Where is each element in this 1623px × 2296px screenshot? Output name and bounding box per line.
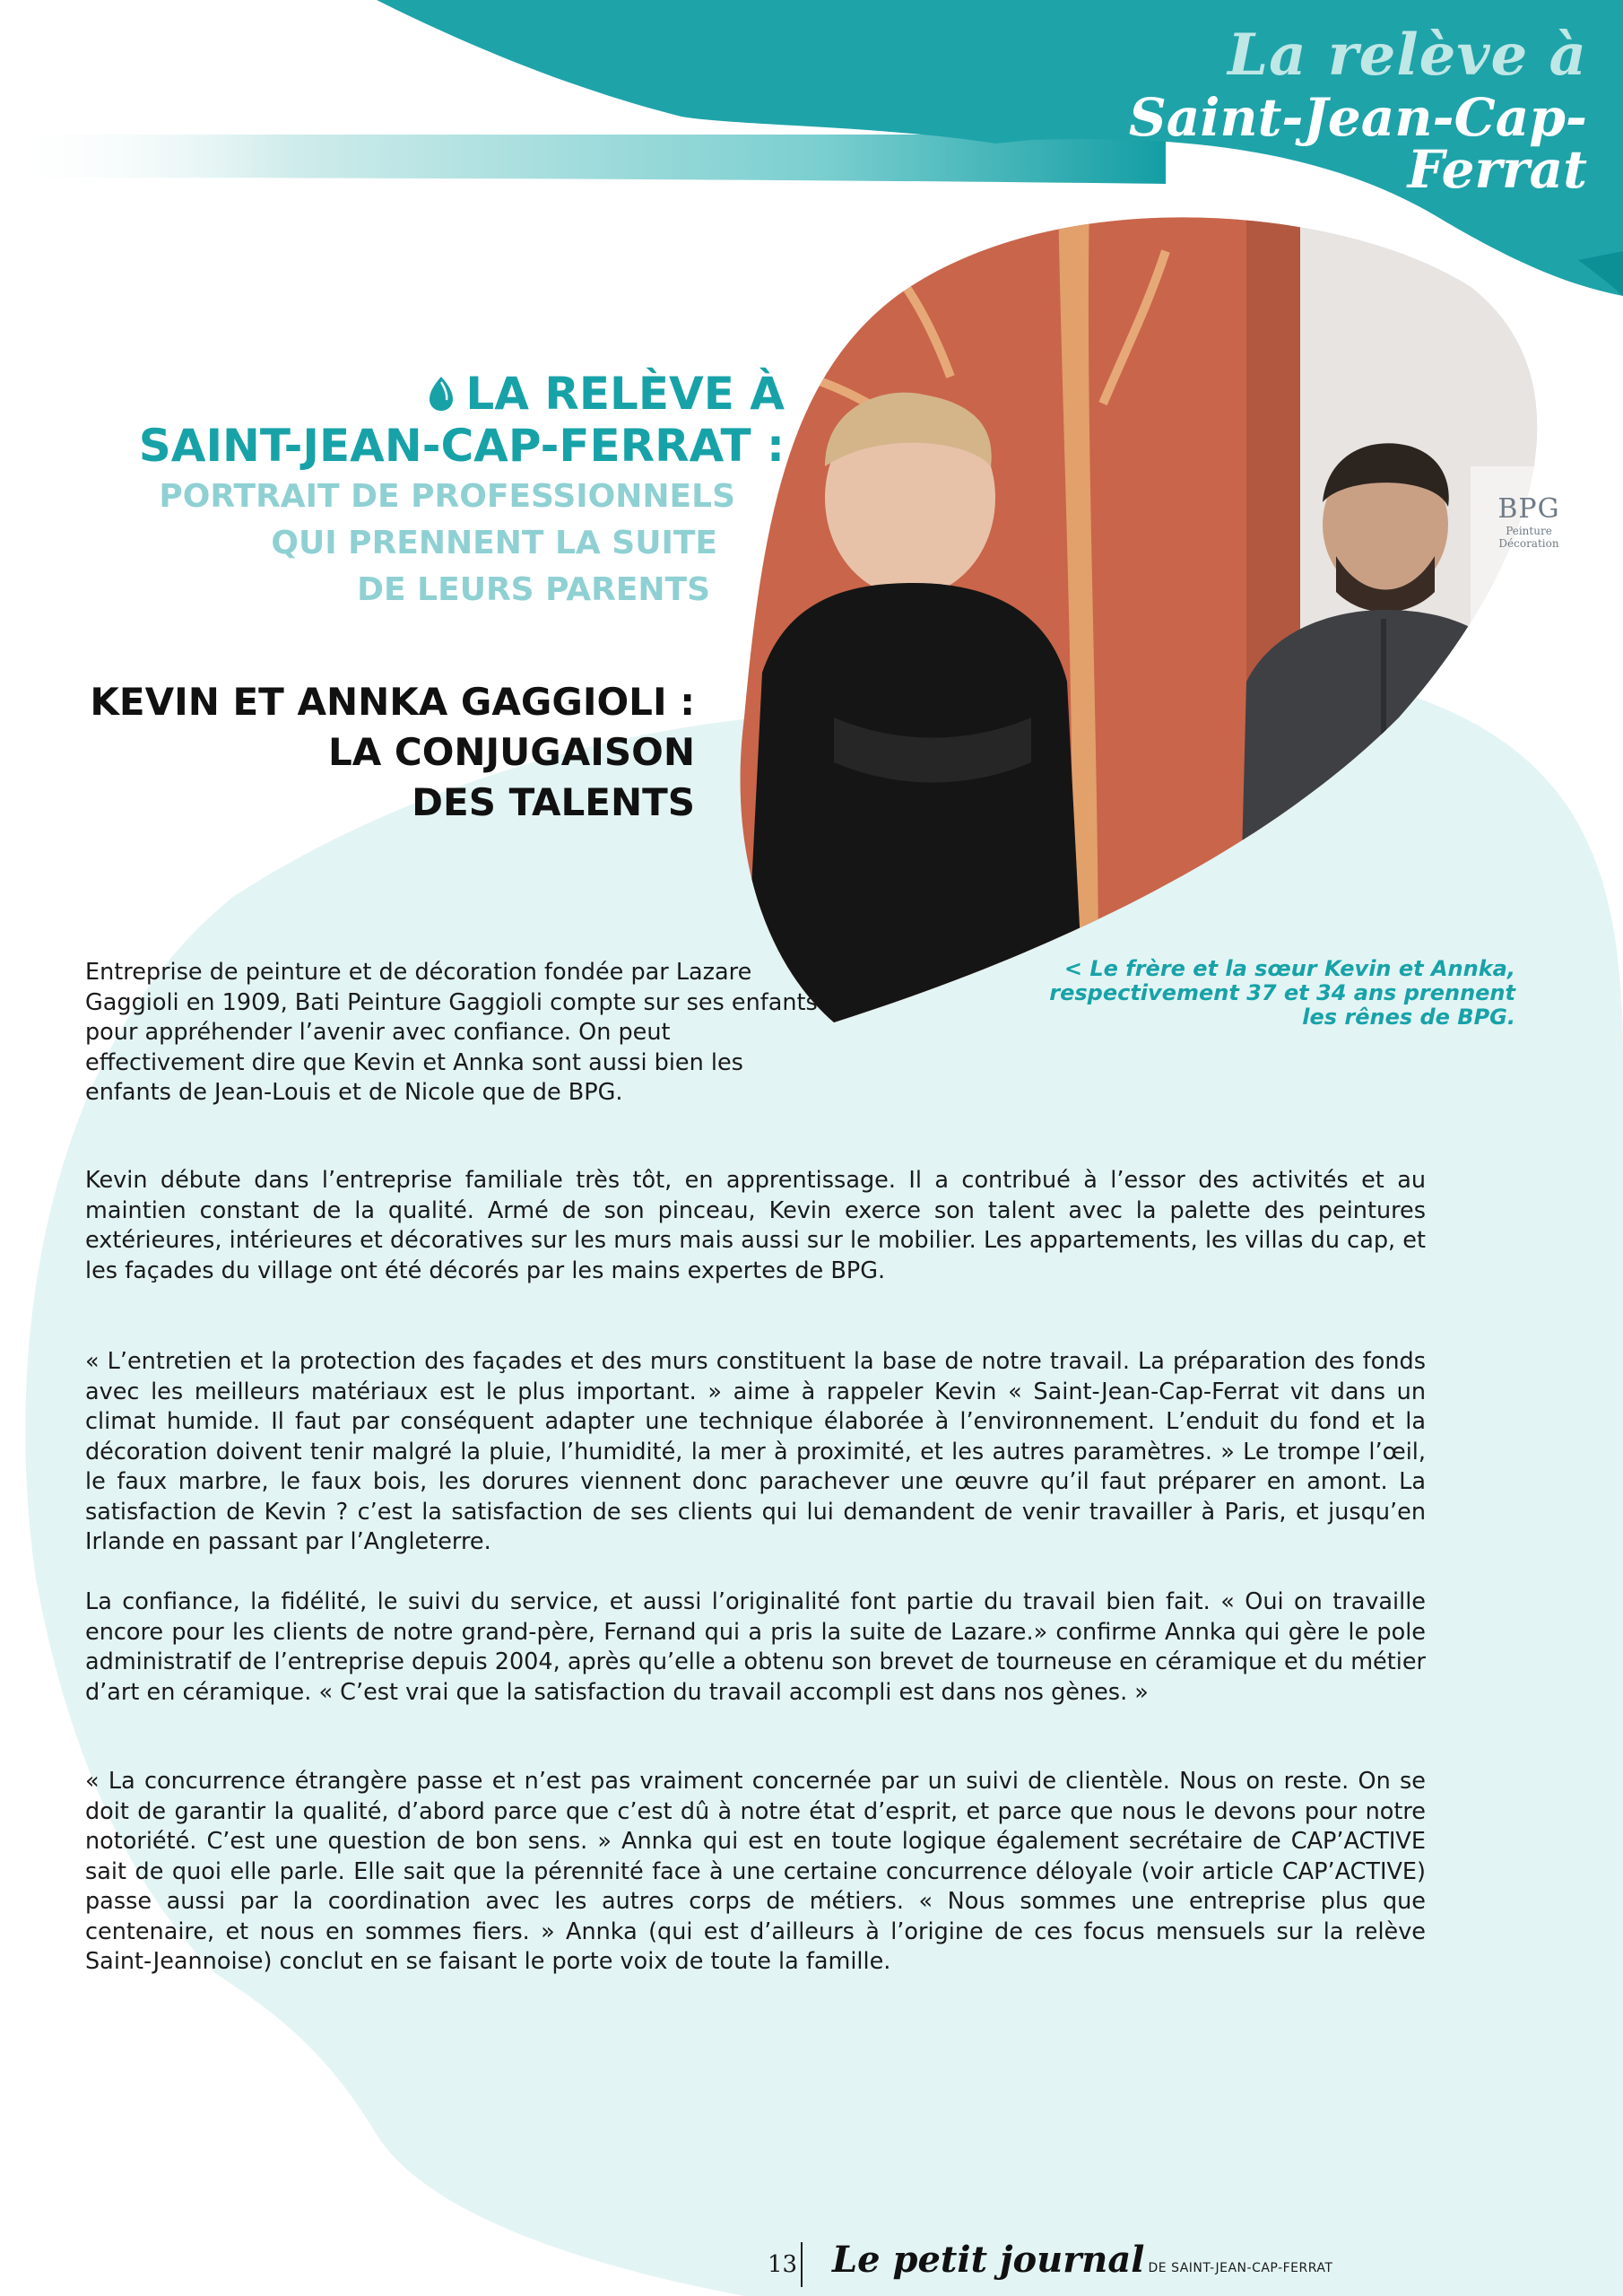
page-number: 13 — [768, 2251, 798, 2278]
article-title-line2: LA CONJUGAISON — [327, 730, 695, 774]
article-title-line1: KEVIN ET ANNKA GAGGIOLI : — [90, 680, 695, 724]
article-title — [49, 677, 695, 828]
section-subtitle — [135, 474, 735, 613]
header-title — [959, 22, 1587, 200]
footer-brand-name: Le petit journal — [832, 2239, 1145, 2281]
section-subtitle-line1: PORTRAIT DE PROFESSIONNELS — [159, 478, 735, 515]
intro-paragraph: Entreprise de peinture et de décoration fondée par Lazare Gaggioli en 1909, Bati Peinture Gaggioli compte sur ses enfants pour appréhender l’avenir avec confiance. On peut effectivement dire que Kevin et Annka sont aussi bien les enfants de Jean-Louis et de Nicole que de BPG. — [85, 959, 818, 1106]
footer-divider — [801, 2242, 803, 2287]
photo-sign-sub2: Décoration — [1498, 537, 1559, 550]
body-paragraph-1: Kevin débute dans l’entreprise familiale très tôt, en apprentissage. Il a contribué à l’essor des activités et au maintien constant de la qualité. Armé de son pinceau, Kevin exerce son talent avec la palette des peintures extérieures, intérieures et décoratives sur les murs mais aussi sur le mobilier. Les appartements, les villas du cap, et les façades du village ont été décorés par les mains expertes de BPG. — [85, 1167, 1426, 1284]
header-title-line1: La relève à — [1228, 22, 1587, 89]
header-title-line2: Saint-Jean-Cap-Ferrat — [1128, 87, 1587, 200]
photo-caption: < Le frère et la sœur Kevin et Annka, respectivement 37 et 34 ans prennent les rênes de BPG. — [1049, 956, 1515, 1030]
section-subtitle-line2: QUI PRENNENT LA SUITE — [271, 525, 717, 561]
article-title-line3: DES TALENTS — [412, 780, 695, 824]
footer-brand — [832, 2239, 1332, 2281]
section-headline — [49, 368, 785, 472]
section-headline-line1 — [49, 368, 785, 420]
section-subtitle-line3: DE LEURS PARENTS — [357, 571, 710, 608]
leaf-drop-icon — [428, 375, 455, 413]
photo-sign — [1488, 493, 1569, 550]
section-headline-line2: SAINT-JEAN-CAP-FERRAT : — [138, 420, 785, 472]
section-headline-text1: LA RELÈVE À — [465, 368, 785, 420]
footer-brand-suffix: DE SAINT-JEAN-CAP-FERRAT — [1148, 2261, 1333, 2275]
body-paragraph-4: « La concurrence étrangère passe et n’est pas vraiment concernée par un suivi de clientèle. Nous on reste. On se doit de garantir la qualité, d’abord parce que c’est dû à notre état d’esprit, et parce que nous le devons pour notre notoriété. C’est une question de bon sens. » Annka qui est en toute logique également secrétaire de CAP’ACTIVE sait de quoi elle parle. Elle sait que la pérennité face à une certaine concurrence déloyale (voir article CAP’ACTIVE) passe aussi par la coordination avec les autres corps de métiers. « Nous sommes une entreprise plus que centenaire, et nous en sommes fiers. » Annka (qui est d’ailleurs à l’origine de ces focus mensuels sur la relève Saint-Jeannoise) conclut en se faisant le porte voix de toute la famille. — [85, 1768, 1426, 1975]
photo-sign-brand: BPG — [1497, 493, 1560, 525]
body-paragraph-3: La confiance, la fidélité, le suivi du service, et aussi l’originalité font partie du travail bien fait. « Oui on travaille encore pour les clients de notre grand-père, Fernand qui a pris la suite de Lazare.» confirme Annka qui gère le pole administratif de l’entreprise depuis 2004, après qu’elle a obtenu son brevet de tourneuse en céramique et du métier d’art en céramique. « C’est vrai que la satisfaction du travail accompli est dans nos gènes. » — [85, 1588, 1426, 1706]
body-paragraph-2: « L’entretien et la protection des façades et des murs constituent la base de notre travail. La préparation des fonds avec les meilleurs matériaux est le plus important. » aime à rappeler Kevin « Saint-Jean-Cap-Ferrat vit dans un climat humide. Il faut par conséquent adapter une technique élaborée à l’environnement. L’enduit du fond et la décoration doivent tenir malgré la pluie, l’humidité, la mer à proximité, et les autres paramètres. » Le trompe l’œil, le faux marbre, le faux bois, les dorures viennent donc parachever une œuvre qu’il faut préparer en amont. La satisfaction de Kevin ? c’est la satisfaction de ses clients qui lui demandent de venir travailler à Paris, et jusqu’en Irlande en passant par l’Angleterre. — [85, 1348, 1426, 1555]
photo-sign-sub1: Peinture — [1506, 525, 1552, 537]
